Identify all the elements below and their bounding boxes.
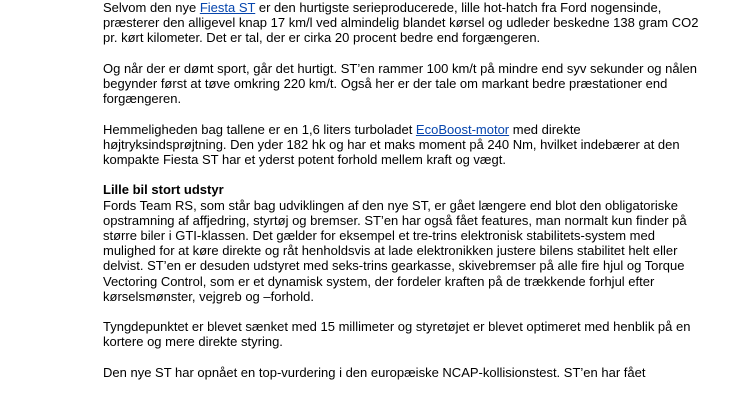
paragraph-equipment: Fords Team RS, som står bag udviklingen af den nye ST, er gået længere end blot den obligatoriske opstramning af affjedring, styrtøj og bremser. ST’en har også fået features, man normalt kun finder på større biler i GTI-klassen. Det gælder for eksempel et tre-trins elektronisk stabilitets-system med mulighed for at køre direkte og råt henholdsvis at lade elektronikken justere bilens stabilitet helt eller delvist. ST’en er desuden udstyret med seks-trins gearkasse, skivebremser på alle fire hjul og Torque Vectoring Control, som er et dynamisk system, der fordeler kraften på de trækkende forhjul efter kørselsmønster, vejgreb og –forhold.: [103, 197, 687, 304]
paragraph-text: med direkte højtryksindsprøjtning. Den yder 182 hk og har et maks moment på 240 Nm, hvilket indebærer at den kompakte Fiesta ST har et yderst potent forhold mellem kraft og vægt.: [103, 121, 680, 167]
paragraph-fuel-economy: [103, 0, 703, 46]
section-heading-text: Lille bil stort udstyr: [103, 182, 224, 198]
fiesta-st-link[interactable]: Fiesta ST: [199, 0, 256, 15]
section-heading: [103, 182, 703, 197]
paragraph-text: er den hurtigste serieproducerede, lille hot-hatch fra Ford nogensinde, præsterer den alligevel knap 17 km/l ved almindelig blandet kørsel og udleder beskedne 138 gram CO2 pr. kørt kilometer. Det er tal, der er cirka 20 procent bedre end forgængeren.: [103, 0, 699, 46]
ecoboost-motor-link[interactable]: EcoBoost-motor: [415, 121, 510, 137]
article-body: [103, 0, 703, 395]
paragraph-ncap: Den nye ST har opnået en top-vurdering i den europæiske NCAP-kollisionstest. ST’en har fået: [103, 364, 646, 380]
paragraph-performance: Og når der er dømt sport, går det hurtigt. ST’en rammer 100 km/t på mindre end syv sekunder og nålen begynder først at tøve omkring 220 km/t. Også her er der tale om markant bedre præstationer end forgængeren.: [103, 60, 697, 107]
paragraph-text: Selvom den nye: [103, 0, 200, 15]
paragraph-text: Hemmeligheden bag tallene er en 1,6 liters turboladet: [103, 121, 416, 137]
paragraph-engine: [103, 122, 703, 168]
paragraph-center-of-gravity: Tyngdepunktet er blevet sænket med 15 millimeter og styretøjet er blevet optimeret med henblik på en kortere og mere direkte styring.: [103, 319, 691, 350]
